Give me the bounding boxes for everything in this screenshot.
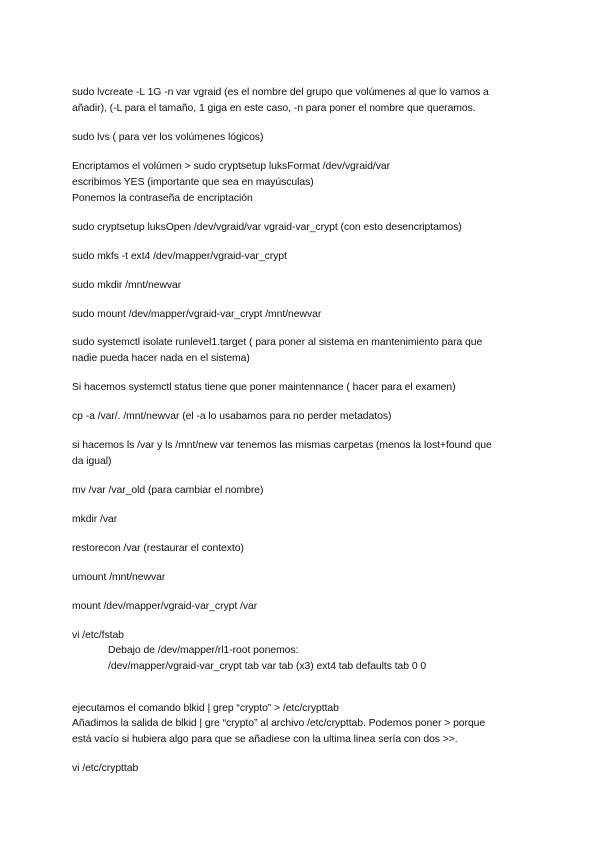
text-line: Encriptamos el volúmen > sudo cryptsetup luksFormat /dev/vgraid/var	[72, 161, 391, 172]
text-line: sudo mkdir /mnt/newvar	[72, 280, 182, 291]
text-line: mount /dev/mapper/vgraid-var_crypt /var	[72, 601, 258, 612]
text-line: sudo systemctl isolate runlevel1.target ( para poner al sistema en mantenimiento para que	[72, 337, 483, 348]
text-line: escribimos YES (importante que sea en mayúsculas)	[72, 177, 314, 188]
text-line: sudo lvcreate -L 1G -n var vgraid (es el nombre del grupo que volúmenes al que lo vamos a	[72, 87, 489, 98]
text-line: si hacemos ls /var y ls /mnt/new var tenemos las mismas carpetas (menos la lost+found que	[72, 440, 492, 451]
text-line: Añadimos la salida de blkid | gre “crypto” al archivo /etc/crypttab. Podemos poner > porque	[72, 718, 486, 729]
text-line-indented: Debajo de /dev/mapper/rl1-root ponemos:	[108, 645, 299, 656]
text-line: sudo cryptsetup luksOpen /dev/vgraid/var vgraid-var_crypt (con esto desencriptamos)	[72, 222, 462, 233]
text-line: está vacío si hubiera algo para que se añadiese con la ultima linea sería con dos >>.	[72, 734, 458, 745]
text-line: sudo mount /dev/mapper/vgraid-var_crypt /mnt/newvar	[72, 309, 322, 320]
text-line: mkdir /var	[72, 514, 118, 525]
text-line: Si hacemos systemctl status tiene que poner maintennance ( hacer para el examen)	[72, 382, 456, 393]
text-line: vi /etc/crypttab	[72, 763, 139, 774]
text-line: umount /mnt/newvar	[72, 572, 166, 583]
text-line: restorecon /var (restaurar el contexto)	[72, 543, 244, 554]
text-line: sudo lvs ( para ver los volúmenes lógicos)	[72, 132, 264, 143]
text-line-indented: /dev/mapper/vgraid-var_crypt tab var tab (x3) ext4 tab defaults tab 0 0	[108, 661, 427, 672]
text-line: mv /var /var_old (para cambiar el nombre)	[72, 485, 264, 496]
text-line: Ponemos la contraseña de encriptación	[72, 193, 253, 204]
text-line: sudo mkfs -t ext4 /dev/mapper/vgraid-var_crypt	[72, 251, 287, 262]
text-line: da igual)	[72, 456, 112, 467]
text-line: cp -a /var/. /mnt/newvar (el -a lo usabamos para no perder metadatos)	[72, 411, 392, 422]
text-line: nadie pueda hacer nada en el sistema)	[72, 353, 250, 364]
text-line: ejecutamos el comando blkid | grep “crypto” > /etc/crypttab	[72, 703, 339, 714]
text-line: añadir), (-L para el tamaño, 1 giga en este caso, -n para poner el nombre que queramos.	[72, 103, 476, 114]
text-line: vi /etc/fstab	[72, 630, 124, 641]
